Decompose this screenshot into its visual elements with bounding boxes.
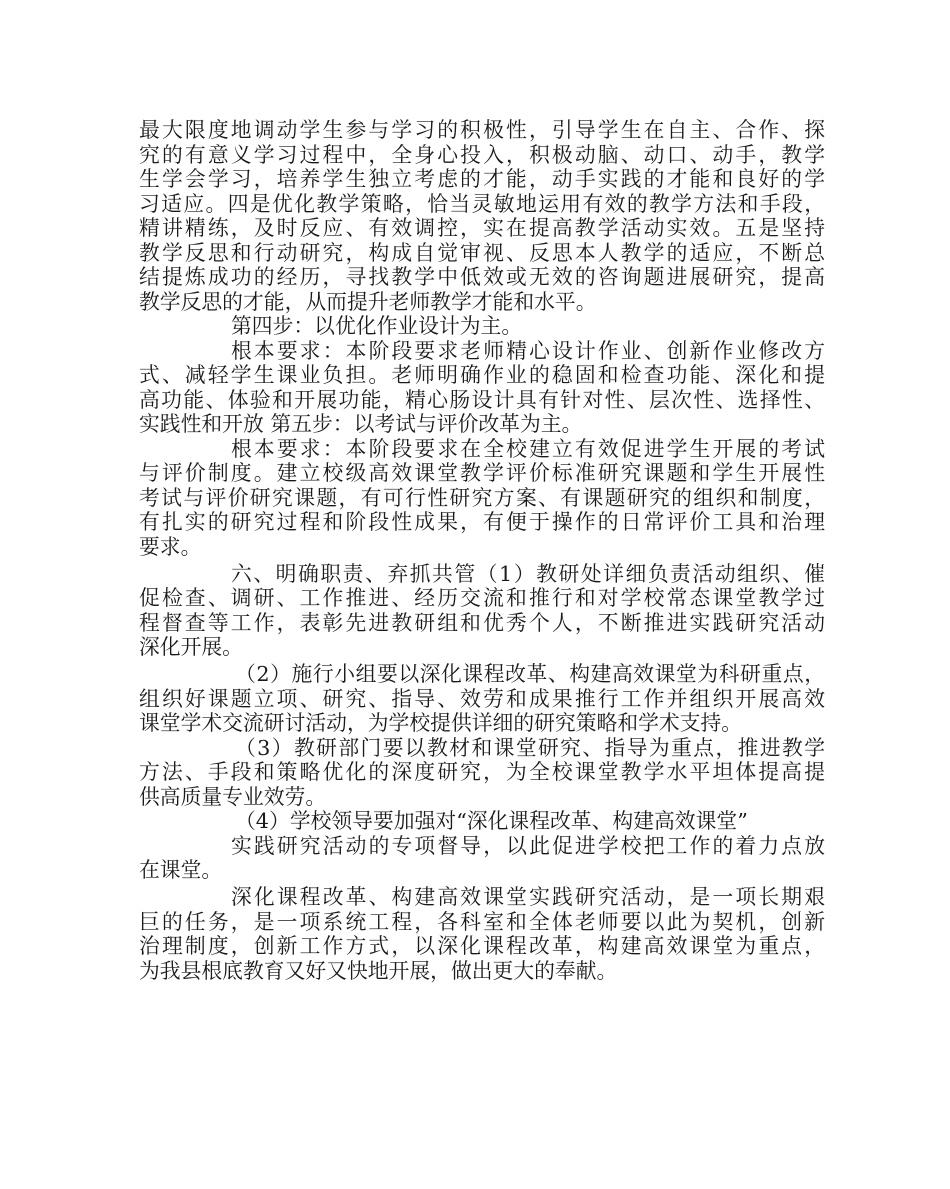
- text-line: 为我县根底教育又好又快地开展，做出更大的奉献。: [139, 958, 618, 983]
- text-line: 程督查等工作，表彰先进教研组和优秀个人，不断推进实践研究活动: [139, 610, 825, 635]
- text-line: 有扎实的研究过程和阶段性成果，有便于操作的日常评价工具和治理: [139, 510, 825, 534]
- text-line: 根本要求：本阶段要求老师精心设计作业、创新作业修改方: [231, 338, 825, 363]
- text-line: 精讲精练，及时反应、有效调控，实在提高教学活动实效。五是坚持: [139, 216, 825, 240]
- text-line: （3）教研部门要以教材和课堂研究、指导为重点，推进教学: [235, 735, 825, 760]
- text-line: 究的有意义学习过程中，全身心投入，积极动脑、动口、动手，教学: [139, 142, 825, 167]
- text-line: （2）施行小组要以深化课程改革、构建高效课堂为科研重点，: [235, 662, 825, 686]
- document-body: [139, 118, 825, 983]
- text-line: 与评价制度。建立校级高效课堂教学评价标准研究课题和学生开展性: [139, 461, 825, 485]
- text-line: 考试与评价研究课题，有可行性研究方案、有课题研究的组织和制度，: [139, 485, 825, 510]
- text-line: 结提炼成功的经历，寻找教学中低效或无效的咨询题进展研究，提高: [139, 265, 825, 289]
- text-line: 习适应。四是优化教学策略，恰当灵敏地运用有效的教学方法和手段，: [139, 191, 825, 216]
- text-line: 教学反思和行动研究，构成自觉审视、反思本人教学的适应，不断总: [139, 240, 825, 265]
- text-line: 生学会学习，培养学生独立考虑的才能，动手实践的才能和良好的学: [139, 167, 825, 191]
- text-line: 最大限度地调动学生参与学习的积极性，引导学生在自主、合作、探: [139, 118, 825, 142]
- text-line: 方法、手段和策略优化的深度研究，为全校课堂教学水平坦体提高提: [139, 760, 825, 784]
- section-heading: 第四步：以优化作业设计为主。: [231, 314, 523, 338]
- text-line: 促检查、调研、工作推进、经历交流和推行和对学校常态课堂教学过: [139, 586, 825, 610]
- text-line: 组织好课题立项、研究、指导、效劳和成果推行工作并组织开展高效: [139, 686, 825, 711]
- text-line: 实践性和开放 第五步：以考试与评价改革为主。: [139, 412, 583, 436]
- text-line: 巨的任务，是一项系统工程，各科室和全体老师要以此为契机，创新: [139, 909, 825, 934]
- text-line: 课堂学术交流研讨活动，为学校提供详细的研究策略和学术支持。: [139, 711, 743, 735]
- text-line: 六、明确职责、弃抓共管（1）教研处详细负责活动组织、催: [231, 561, 825, 586]
- text-line: 治理制度，创新工作方式，以深化课程改革，构建高效课堂为重点，: [139, 934, 825, 958]
- text-line: 供高质量专业效劳。: [139, 784, 327, 809]
- text-line: 深化课程改革、构建高效课堂实践研究活动，是一项长期艰: [231, 885, 825, 909]
- text-line: 教学反思的才能，从而提升老师教学才能和水平。: [139, 289, 597, 314]
- text-line: （4）学校领导要加强对“深化课程改革、构建高效课堂”: [235, 809, 748, 833]
- text-line: 要求。: [139, 534, 202, 559]
- text-line: 式、减轻学生课业负担。老师明确作业的稳固和检查功能、深化和提: [139, 363, 825, 387]
- text-line: 根本要求：本阶段要求在全校建立有效促进学生开展的考试: [231, 436, 825, 461]
- text-line: 深化开展。: [139, 635, 243, 659]
- text-line: 高功能、体验和开展功能，精心肠设计具有针对性、层次性、选择性、: [139, 387, 825, 412]
- text-line: 实践研究活动的专项督导，以此促进学校把工作的着力点放: [231, 833, 825, 858]
- text-line: 在课堂。: [139, 858, 223, 882]
